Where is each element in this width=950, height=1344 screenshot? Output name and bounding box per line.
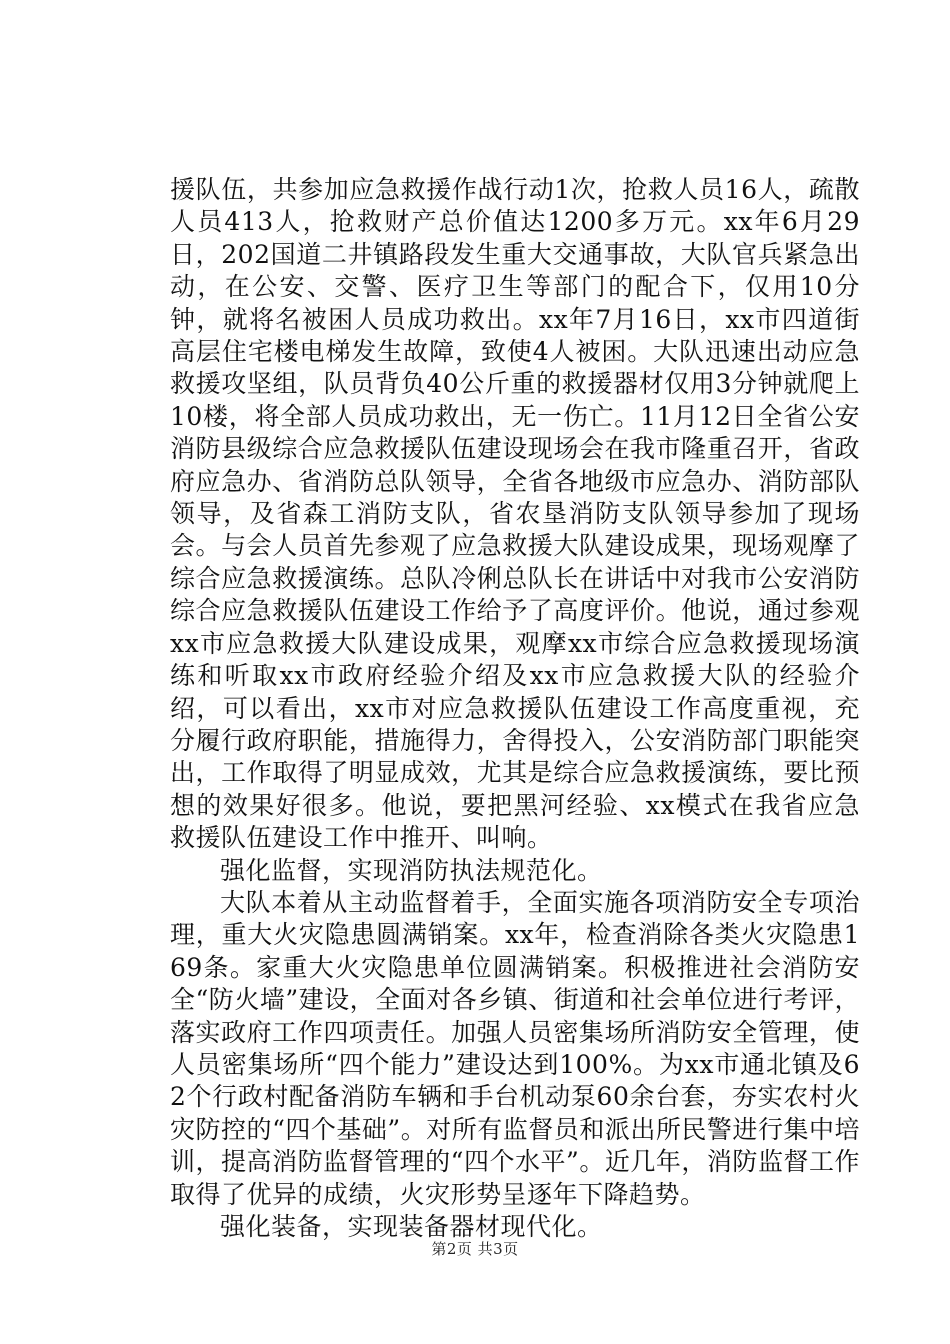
document-body	[170, 174, 860, 1243]
paragraph-supervision: 大队本着从主动监督着手，全面实施各项消防安全专项治理，重大火灾隐患圆满销案。xx年，检查消除各类火灾隐患169条。家重大火灾隐患单位圆满销案。积极推进社会消防安全“防火墙”建设，全面对各乡镇、街道和社会单位进行考评，落实政府工作四项责任。加强人员密集场所消防安全管理，使人员密集场所“四个能力”建设达到100%。为xx市通北镇及62个行政村配备消防车辆和手台机动泵60余台套，夯实农村火灾防控的“四个基础”。对所有监督员和派出所民警进行集中培训，提高消防监督管理的“四个水平”。近几年，消防监督工作取得了优异的成绩，火灾形势呈逐年下降趋势。	[170, 887, 860, 1209]
heading-supervision: 强化监督，实现消防执法规范化。	[220, 855, 603, 885]
page-number-footer: 第2页 共3页	[431, 1240, 519, 1258]
paragraph-rescue-operations: 援队伍，共参加应急救援作战行动1次，抢救人员16人，疏散人员413人，抢救财产总价值达1200多万元。xx年6月29日，202国道二井镇路段发生重大交通事故，大队官兵紧急出动，在公安、交警、医疗卫生等部门的配合下，仅用10分钟，就将名被困人员成功救出。xx年7月16日，xx市四道街高层住宅楼电梯发生故障，致使4人被困。大队迅速出动应急救援攻坚组，队员背负40公斤重的救援器材仅用3分钟就爬上10楼，将全部人员成功救出，无一伤亡。11月12日全省公安消防县级综合应急救援队伍建设现场会在我市隆重召开，省政府应急办、省消防总队领导，全省各地级市应急办、消防部队领导，及省森工消防支队，省农垦消防支队领导参加了现场会。与会人员首先参观了应急救援大队建设成果，现场观摩了综合应急救援演练。总队冷俐总队长在讲话中对我市公安消防综合应急救援队伍建设工作给予了高度评价。他说，通过参观xx市应急救援大队建设成果，观摩xx市综合应急救援现场演练和听取xx市政府经验介绍及xx市应急救援大队的经验介绍，可以看出，xx市对应急救援队伍建设工作高度重视，充分履行政府职能，措施得力，舍得投入，公安消防部门职能突出，工作取得了明显成效，尤其是综合应急救援演练，要比预想的效果好很多。他说，要把黑河经验、xx模式在我省应急救援队伍建设工作中推开、叫响。	[170, 175, 860, 853]
heading-equipment: 强化装备，实现装备器材现代化。	[220, 1212, 603, 1241]
